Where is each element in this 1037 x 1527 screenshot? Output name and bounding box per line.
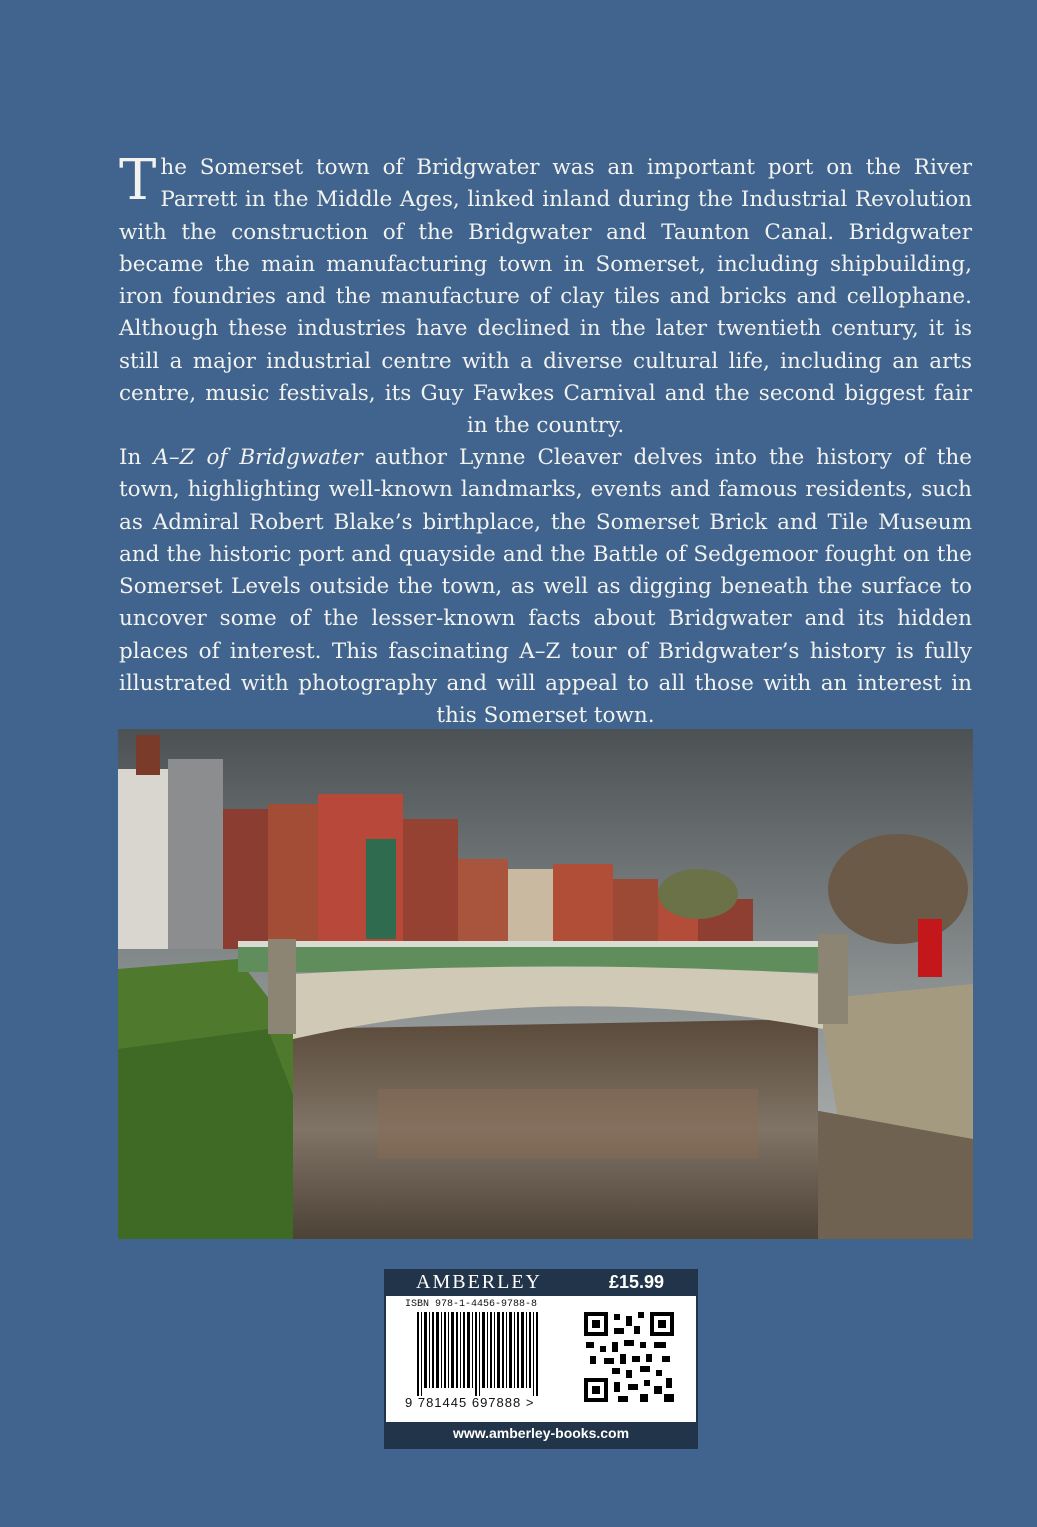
blurb-paragraph-2-text: author Lynne Cleaver delves into the history of the town, highlighting well-known landmarks, events and famous residents, such as Admiral Robert Blake’s birthplace, the Somerset Brick and Tile Museum and the historic port and quayside and the Battle of Sedgemoor fought on the Somerset Levels outside the town, as well as digging beneath the surface to uncover some of the lesser-known facts about Bridgwater and its hidden places of interest. This fascinating A–Z tour of Bridgwater’s history is fully illustrated with photography and will appeal to all those with an interest in this Somerset town.: [119, 445, 972, 729]
qr-code-icon: [584, 1312, 674, 1402]
reflection: [378, 1089, 758, 1159]
barcode-area: [386, 1296, 696, 1422]
bridge-photo: [118, 729, 973, 1239]
barcode-digits: 9 781445 697888 >: [405, 1395, 535, 1410]
bridge-photo-illustration: [118, 729, 973, 1239]
blurb-paragraph-2: [119, 442, 972, 733]
barcode-panel-header: [384, 1269, 698, 1295]
price: £15.99: [608, 1271, 664, 1292]
isbn-text: ISBN 978-1-4456-9788-8: [405, 1299, 538, 1310]
blurb-paragraph-2-lead: In: [119, 445, 154, 470]
book-title: A–Z of Bridgwater: [153, 445, 363, 470]
publisher-name: AMBERLEY: [416, 1270, 542, 1293]
barcode-icon: [417, 1312, 543, 1396]
tree: [828, 834, 968, 944]
drop-cap: T: [119, 148, 157, 213]
blurb-paragraph-1-text: he Somerset town of Bridgwater was an important port on the River Parrett in the Middle Ages, linked inland during the Industrial Revolution with the construction of the Bridgwater and Taunton Canal. Bridgwater became the main manufacturing town in Somerset, including shipbuilding, iron foundries and the manufacture of clay tiles and bricks and cellophane. Although these industries have declined in the later twentieth century, it is still a major industrial centre with a diverse cultural life, including an arts centre, music festivals, its Guy Fawkes Carnival and the second biggest fair in the country.: [119, 155, 972, 439]
barcode-panel: [384, 1269, 698, 1449]
phone-box: [918, 919, 942, 977]
website-url: www.amberley-books.com: [452, 1425, 630, 1441]
blurb-paragraph-1: [119, 148, 972, 443]
